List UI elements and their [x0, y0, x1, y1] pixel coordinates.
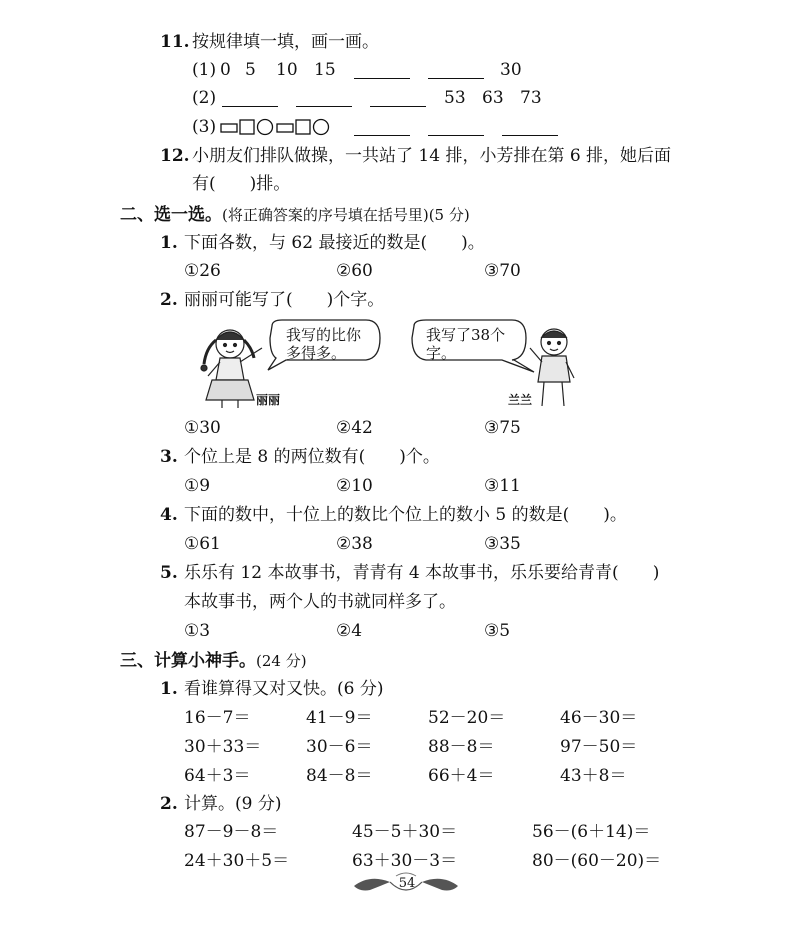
page-number: 54	[398, 876, 416, 891]
q12-number: 12.	[160, 146, 190, 166]
section3-heading	[120, 651, 307, 671]
calc-item: 30＋33＝	[184, 737, 262, 757]
answer-blank[interactable]	[502, 121, 558, 136]
s3-q1-text: 看谁算得又对又快。(6 分)	[184, 679, 384, 699]
calc-item: 56－(6＋14)＝	[532, 822, 651, 842]
girl-lili-figure	[201, 330, 262, 408]
section2-title: 二、选一选。	[120, 205, 222, 225]
circle-shape	[314, 120, 329, 135]
q11-row1-num: 5	[245, 60, 256, 80]
s2-q5-option[interactable]: ③5	[484, 621, 511, 641]
s2-q3-number: 3.	[160, 447, 178, 467]
calc-item: 41－9＝	[306, 708, 373, 728]
q11-row1-num: 10	[276, 60, 298, 80]
illustration	[182, 318, 602, 410]
s2-q3-text: 个位上是 8 的两位数有( )个。	[184, 447, 440, 467]
square-shape	[296, 120, 310, 134]
s2-q3-option[interactable]: ①9	[184, 476, 211, 496]
s2-q2-option[interactable]: ②42	[336, 418, 373, 438]
calc-item: 63＋30－3＝	[352, 851, 458, 871]
circle-shape	[258, 120, 273, 135]
q11-row2-label: (2)	[192, 88, 217, 108]
s2-q1-text: 下面各数，与 62 最接近的数是( )。	[184, 233, 485, 253]
s3-q1-number: 1.	[160, 679, 178, 699]
calc-item: 80－(60－20)＝	[532, 851, 662, 871]
name-label-lanlan: 兰兰	[508, 393, 533, 407]
s2-q2-option[interactable]: ①30	[184, 418, 221, 438]
s2-q4-text: 下面的数中，十位上的数比个位上的数小 5 的数是( )。	[184, 505, 627, 525]
q11-number: 11.	[160, 32, 190, 52]
s2-q3-option[interactable]: ③11	[484, 476, 521, 496]
s3-q2-text: 计算。(9 分)	[184, 794, 282, 814]
section2-heading	[120, 205, 470, 225]
q11-row1-end: 30	[500, 60, 522, 80]
bubble-right-line: 我写了38个	[426, 326, 506, 344]
boy-lanlan-figure	[530, 329, 574, 406]
calc-item: 24＋30＋5＝	[184, 851, 290, 871]
q11-text: 按规律填一填，画一画。	[192, 32, 379, 52]
rectangle-shape	[277, 124, 293, 132]
s2-q2-text: 丽丽可能写了( )个字。	[184, 290, 385, 310]
calc-item: 84－8＝	[306, 766, 373, 786]
answer-blank[interactable]	[428, 64, 484, 79]
q11-row2-num: 73	[520, 88, 542, 108]
s2-q2-option[interactable]: ③75	[484, 418, 521, 438]
calc-item: 43＋8＝	[560, 766, 627, 786]
name-label-lili: 丽丽	[256, 393, 281, 407]
s2-q2-number: 2.	[160, 290, 178, 310]
q11-row1-label: (1)	[192, 60, 217, 80]
calc-item: 45－5＋30＝	[352, 822, 458, 842]
q11-row1-num: 15	[314, 60, 336, 80]
bubble-left-line: 我写的比你	[286, 326, 362, 344]
s2-q1-option[interactable]: ②60	[336, 261, 373, 281]
s2-q5-option[interactable]: ①3	[184, 621, 211, 641]
calc-item: 97－50＝	[560, 737, 638, 757]
section3-title: 三、计算小神手。	[120, 651, 256, 671]
q11-row2-num: 63	[482, 88, 504, 108]
shape-pattern	[220, 118, 332, 136]
calc-item: 30－6＝	[306, 737, 373, 757]
answer-blank[interactable]	[222, 92, 278, 107]
calc-item: 66＋4＝	[428, 766, 495, 786]
s2-q5-line2: 本故事书，两个人的书就同样多了。	[184, 592, 456, 612]
s2-q5-option[interactable]: ②4	[336, 621, 363, 641]
q11-row3-label: (3)	[192, 117, 217, 137]
s2-q4-number: 4.	[160, 505, 178, 525]
q11-row1-num: 0	[220, 60, 231, 80]
s2-q4-option[interactable]: ③35	[484, 534, 521, 554]
calc-item: 16－7＝	[184, 708, 251, 728]
calc-item: 46－30＝	[560, 708, 638, 728]
square-shape	[240, 120, 254, 134]
q11-row2-num: 53	[444, 88, 466, 108]
s2-q1-option[interactable]: ③70	[484, 261, 521, 281]
s2-q5-line1: 乐乐有 12 本故事书，青青有 4 本故事书，乐乐要给青青( )	[184, 563, 660, 583]
section2-note: (将正确答案的序号填在括号里)(5 分)	[222, 206, 470, 224]
s2-q1-number: 1.	[160, 233, 178, 253]
answer-blank[interactable]	[370, 92, 426, 107]
illustration-panel	[182, 318, 602, 410]
bubble-right-line: 字。	[426, 344, 457, 362]
answer-blank[interactable]	[354, 121, 410, 136]
s2-q3-option[interactable]: ②10	[336, 476, 373, 496]
s2-q1-option[interactable]: ①26	[184, 261, 221, 281]
rectangle-shape	[221, 124, 237, 132]
answer-blank[interactable]	[354, 64, 410, 79]
answer-blank[interactable]	[296, 92, 352, 107]
calc-item: 52－20＝	[428, 708, 506, 728]
s2-q4-option[interactable]: ①61	[184, 534, 221, 554]
s3-q2-number: 2.	[160, 794, 178, 814]
calc-item: 64＋3＝	[184, 766, 251, 786]
bubble-left-line: 多得多。	[286, 344, 347, 362]
section3-note: (24 分)	[256, 652, 307, 670]
calc-item: 88－8＝	[428, 737, 495, 757]
s2-q5-number: 5.	[160, 563, 178, 583]
q12-line2: 有( )排。	[192, 174, 291, 194]
s2-q4-option[interactable]: ②38	[336, 534, 373, 554]
q12-line1: 小朋友们排队做操，一共站了 14 排，小芳排在第 6 排，她后面	[192, 146, 672, 166]
calc-item: 87－9－8＝	[184, 822, 279, 842]
answer-blank[interactable]	[428, 121, 484, 136]
